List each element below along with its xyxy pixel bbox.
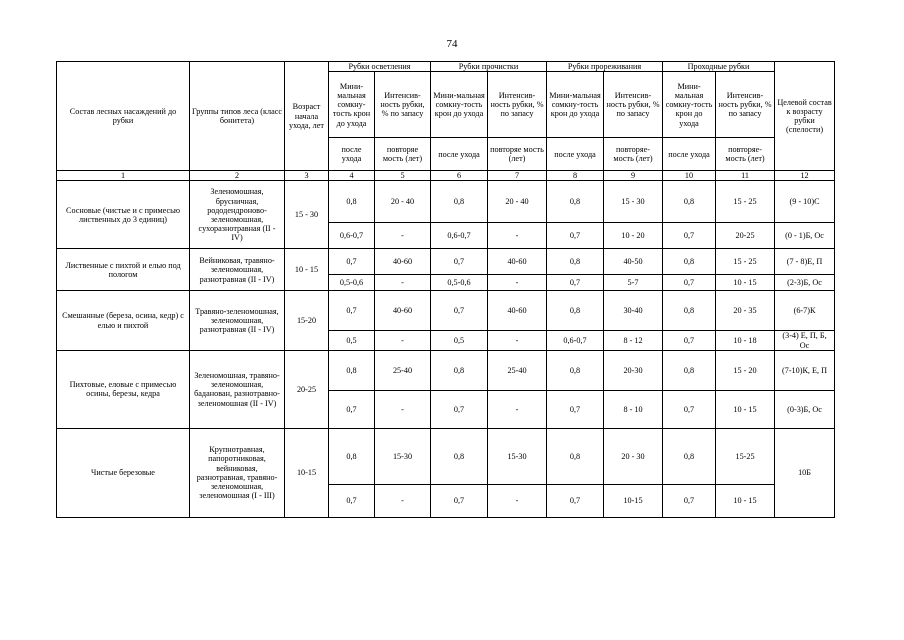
value-cell: 10-15 — [604, 484, 663, 517]
column-numbers-row — [57, 171, 835, 181]
value-cell: 0,8 — [663, 249, 716, 275]
table-row — [57, 291, 835, 331]
header-group-2: Рубки прочистки — [431, 62, 547, 72]
composition-cell: Чистые березовые — [57, 428, 190, 517]
value-cell: 0,8 — [663, 291, 716, 331]
value-cell: 40-60 — [375, 249, 431, 275]
forest-types-cell: Зеленомошная, брусничная, рододендроново-зеленомошная, сухоразнотравная (II - IV) — [190, 181, 285, 249]
value-cell: 0,8 — [329, 350, 375, 390]
value-cell: 15-30 — [375, 428, 431, 484]
value-cell: 0,8 — [547, 291, 604, 331]
value-cell: 0,7 — [329, 484, 375, 517]
table-row — [57, 350, 835, 390]
header-intensity-4: Интенсив-ность рубки, % по запасу — [716, 72, 775, 138]
header-after-care-2: после ухода — [431, 138, 488, 171]
forest-types-cell: Крупнотравная, папоротниковая, вейниковая, разнотравная, травяно-зеленомошная, зеленомошная (I - III) — [190, 428, 285, 517]
header-min-density-3: Мини-мальная сомкну-тость крон до ухода — [547, 72, 604, 138]
value-cell: 0,8 — [547, 428, 604, 484]
value-cell: 20 - 40 — [488, 181, 547, 223]
header-composition: Состав лесных насаждений до рубки — [57, 62, 190, 171]
header-intensity-2: Интенсив-ность рубки, % по запасу — [488, 72, 547, 138]
value-cell: 20-25 — [716, 223, 775, 249]
age-cell: 10 - 15 — [285, 249, 329, 291]
value-cell: 0,7 — [547, 275, 604, 291]
value-cell: - — [488, 275, 547, 291]
value-cell: 0,8 — [431, 428, 488, 484]
header-target: Целевой состав к возрасту рубки (спелости) — [775, 62, 835, 171]
target-cell: (7-10)К, Е, П — [775, 350, 835, 390]
col-number: 1 — [57, 171, 190, 181]
value-cell: 0,7 — [663, 223, 716, 249]
value-cell: 40-60 — [375, 291, 431, 331]
value-cell: - — [375, 223, 431, 249]
value-cell: 0,5 — [329, 331, 375, 350]
value-cell: 0,7 — [431, 291, 488, 331]
value-cell: 0,7 — [663, 390, 716, 428]
value-cell: 0,8 — [547, 181, 604, 223]
col-number: 5 — [375, 171, 431, 181]
value-cell: - — [375, 390, 431, 428]
value-cell: 0,8 — [663, 181, 716, 223]
age-cell: 20-25 — [285, 350, 329, 428]
value-cell: 0,7 — [547, 390, 604, 428]
target-cell: (7 - 8)Е, П — [775, 249, 835, 275]
table-row — [57, 428, 835, 484]
header-row-groups — [57, 62, 835, 72]
value-cell: 15 - 20 — [716, 350, 775, 390]
col-number: 10 — [663, 171, 716, 181]
value-cell: 0,6-0,7 — [329, 223, 375, 249]
value-cell: 0,5-0,6 — [431, 275, 488, 291]
value-cell: 10 - 15 — [716, 390, 775, 428]
value-cell: 20 - 40 — [375, 181, 431, 223]
target-cell: (3-4) Е, П, Б, Ос — [775, 331, 835, 350]
value-cell: 0,6-0,7 — [547, 331, 604, 350]
value-cell: 15-25 — [716, 428, 775, 484]
composition-cell: Пихтовые, еловые с примесью осины, березы, кедра — [57, 350, 190, 428]
col-number: 12 — [775, 171, 835, 181]
value-cell: 0,8 — [329, 181, 375, 223]
value-cell: - — [375, 331, 431, 350]
target-cell: (9 - 10)С — [775, 181, 835, 223]
col-number: 7 — [488, 171, 547, 181]
value-cell: 40-50 — [604, 249, 663, 275]
value-cell: 15 - 25 — [716, 181, 775, 223]
value-cell: 0,8 — [547, 249, 604, 275]
header-min-density-2: Мини-мальная сомкну-тость крон до ухода — [431, 72, 488, 138]
value-cell: 15 - 25 — [716, 249, 775, 275]
header-repeat-3: повторяе-мость (лет) — [604, 138, 663, 171]
value-cell: - — [375, 484, 431, 517]
composition-cell: Смешанные (береза, осина, кедр) с елью и пихтой — [57, 291, 190, 350]
header-min-density-4: Мини-мальная сомкну-тость крон до ухода — [663, 72, 716, 138]
value-cell: - — [488, 484, 547, 517]
value-cell: 8 - 12 — [604, 331, 663, 350]
header-after-care-3: после ухода — [547, 138, 604, 171]
target-cell: (0-3)Б, Ос — [775, 390, 835, 428]
value-cell: 0,8 — [663, 428, 716, 484]
value-cell: 0,7 — [431, 249, 488, 275]
value-cell: - — [488, 331, 547, 350]
value-cell: 5-7 — [604, 275, 663, 291]
value-cell: 0,8 — [663, 350, 716, 390]
value-cell: 20 - 30 — [604, 428, 663, 484]
forest-types-cell: Травяно-зеленомошная, зеленомошная, разнотравная (II - IV) — [190, 291, 285, 350]
header-repeat-4: повторяе-мость (лет) — [716, 138, 775, 171]
forest-types-cell: Зеленомошная, травяно-зеленомошная, баданован, разнотравно-зеленомошная (II - IV) — [190, 350, 285, 428]
value-cell: 0,7 — [329, 249, 375, 275]
value-cell: 0,7 — [547, 484, 604, 517]
value-cell: 40-60 — [488, 249, 547, 275]
value-cell: 0,8 — [431, 181, 488, 223]
header-repeat-1: повторяе мость (лет) — [375, 138, 431, 171]
value-cell: 0,7 — [663, 331, 716, 350]
value-cell: 10 - 15 — [716, 275, 775, 291]
target-cell: (6-7)К — [775, 291, 835, 331]
header-intensity-3: Интенсив-ность рубки, % по запасу — [604, 72, 663, 138]
value-cell: 0,5 — [431, 331, 488, 350]
value-cell: 25-40 — [488, 350, 547, 390]
header-min-density-1: Мини-мальная сомкну-тость крон до ухода — [329, 72, 375, 138]
value-cell: - — [375, 275, 431, 291]
col-number: 6 — [431, 171, 488, 181]
composition-cell: Лиственные с пихтой и елью под пологом — [57, 249, 190, 291]
col-number: 4 — [329, 171, 375, 181]
header-after-care-4: после ухода — [663, 138, 716, 171]
col-number: 9 — [604, 171, 663, 181]
col-number: 3 — [285, 171, 329, 181]
col-number: 2 — [190, 171, 285, 181]
header-repeat-2: повторяе мость (лет) — [488, 138, 547, 171]
col-number: 11 — [716, 171, 775, 181]
value-cell: 10 - 20 — [604, 223, 663, 249]
value-cell: 0,7 — [663, 484, 716, 517]
value-cell: 0,6-0,7 — [431, 223, 488, 249]
value-cell: 0,7 — [663, 275, 716, 291]
value-cell: 10 - 15 — [716, 484, 775, 517]
header-group-4: Проходные рубки — [663, 62, 775, 72]
target-cell: (2-3)Б, Ос — [775, 275, 835, 291]
page-number: 74 — [446, 38, 458, 50]
value-cell: 0,8 — [547, 350, 604, 390]
value-cell: 0,7 — [431, 484, 488, 517]
value-cell: 0,5-0,6 — [329, 275, 375, 291]
header-intensity-1: Интенсив-ность рубки, % по запасу — [375, 72, 431, 138]
age-cell: 15 - 30 — [285, 181, 329, 249]
header-age: Возраст начала ухода, лет — [285, 62, 329, 171]
target-cell: 10Б — [775, 428, 835, 517]
age-cell: 10-15 — [285, 428, 329, 517]
forest-types-cell: Вейниковая, травяно-зеленомошная, разнотравная (II - IV) — [190, 249, 285, 291]
value-cell: 20 - 35 — [716, 291, 775, 331]
value-cell: - — [488, 390, 547, 428]
target-cell: (0 - 1)Б, Ос — [775, 223, 835, 249]
value-cell: 0,8 — [329, 428, 375, 484]
value-cell: 0,7 — [329, 291, 375, 331]
value-cell: - — [488, 223, 547, 249]
composition-cell: Сосновые (чистые и с примесью лиственных до 3 единиц) — [57, 181, 190, 249]
table-row — [57, 181, 835, 223]
value-cell: 0,7 — [329, 390, 375, 428]
value-cell: 25-40 — [375, 350, 431, 390]
value-cell: 0,7 — [431, 390, 488, 428]
value-cell: 0,7 — [547, 223, 604, 249]
value-cell: 15 - 30 — [604, 181, 663, 223]
value-cell: 15-30 — [488, 428, 547, 484]
col-number: 8 — [547, 171, 604, 181]
value-cell: 0,8 — [431, 350, 488, 390]
age-cell: 15-20 — [285, 291, 329, 350]
header-after-care-1: после ухода — [329, 138, 375, 171]
table-row — [57, 249, 835, 275]
value-cell: 10 - 18 — [716, 331, 775, 350]
value-cell: 40-60 — [488, 291, 547, 331]
value-cell: 8 - 10 — [604, 390, 663, 428]
value-cell: 30-40 — [604, 291, 663, 331]
header-group-3: Рубки прореживания — [547, 62, 663, 72]
forest-thinning-table — [56, 61, 835, 518]
value-cell: 20-30 — [604, 350, 663, 390]
header-group-1: Рубки осветления — [329, 62, 431, 72]
header-forest-types: Группы типов леса (класс бонитета) — [190, 62, 285, 171]
